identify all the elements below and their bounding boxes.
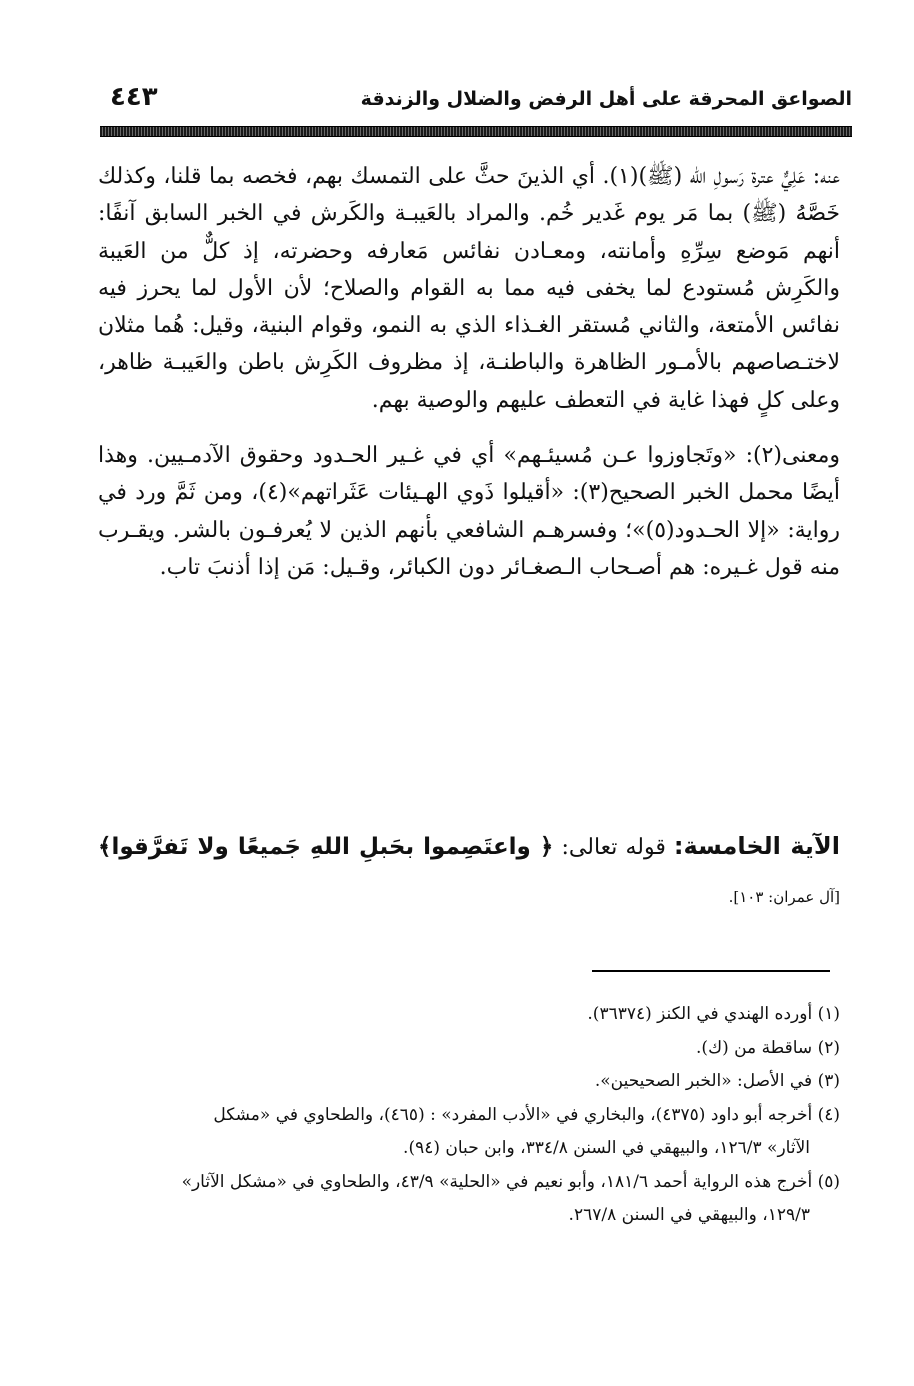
footnote-1: (١) أورده الهندي في الكنز (٣٦٣٧٤). <box>587 1004 840 1024</box>
footnote-5-continuation: ١٢٩/٣، والبيهقي في السنن ٢٦٧/٨. <box>568 1205 810 1225</box>
footnote-3: (٣) في الأصل: «الخبر الصحيحين». <box>594 1071 840 1091</box>
verse-reference: [آل عمران: ١٠٣]. <box>728 888 840 906</box>
main-text <box>98 158 840 586</box>
footnotes <box>98 998 840 1233</box>
page-header <box>100 82 852 122</box>
verse-intro: قوله تعالى: <box>561 835 666 860</box>
paragraph-2: ومعنى(٢): «وتَجاوزوا عـن مُسيئـهم» أي في غـير الحـدود وحقوق الآدمـيين. وهذا أيضًا محمل الخبر الصحيح(٣): «أقيلوا ذَوي الهـيئات عَثَراتهم»(٤)، ومن ثَمَّ ورد في رواية: «إلا الحـدود(٥)»؛ وفسرهـم الشافعي بأنهم الذين لا يُعرفـون بالشر. ويقـرب منه قول غـيره: هم أصـحاب الـصغـائر دون الكبائر، وقـيل: مَن إذا أذنبَ تاب. <box>98 443 841 580</box>
header-rule <box>100 126 852 137</box>
verse-block <box>98 822 840 921</box>
footnote-5: (٥) أخرج هذه الرواية أحمد ١٨١/٦، وأبو نعيم في «الحلية» ٤٣/٩، والطحاوي في «مشكل الآثار» <box>181 1171 840 1192</box>
page-number: ٤٤٣ <box>110 82 158 112</box>
running-title: الصواعق المحرقة على أهل الرفض والضلال والزندقة <box>360 88 852 110</box>
footnote-2: (٢) ساقطة من (ك). <box>696 1037 840 1058</box>
verse-text: ﴿ واعتَصِموا بحَبلِ اللهِ جَميعًا ولا تَفرَّقوا﴾ <box>98 834 554 860</box>
footnote-4-continuation: الآثار» ١٢٦/٣، والبيهقي في السنن ٣٣٤/٨، وابن حبان (٩٤). <box>403 1138 810 1158</box>
footnote-rule <box>592 970 830 972</box>
footnote-4: (٤) أخرجه أبو داود (٤٣٧٥)، والبخاري في «الأدب المفرد» : (٤٦٥)، والطحاوي في «مشكل <box>213 1104 840 1125</box>
paragraph-1: عنه: عَلِيٌّ عترة رَسولِ الله (ﷺ)(١). أي الذينَ حثَّ على التمسك بهم، فخصه بما قلنا، وكذلك خَصَّهُ (ﷺ) بما مَر يوم غَدير خُم. والمراد بالعَيبـة والكَرش في الخبر السابق آنفًا: أنهم مَوضع سِرِّهِ وأمانته، ومعـادن نفائس مَعارفه وحضرته، إذ كلٌّ من العَيبة والكَرِش مُستودع لما يخفى فيه مما به القوام والصلاح؛ لأن الأول لما يحرز فيه نفائس الأمتعة، والثاني مُستقر الغـذاء الذي به النمو، وقوام البنية، وقيل: هُما مثلان لاختـصاصهم بالأمـور الظاهرة والباطنـة، إذ مظروف الكَرِش باطن والعَيبـة ظاهر، وعلى كلٍ فهذا غاية في التعطف عليهم والوصية بهم. <box>98 164 840 413</box>
verse-label: الآية الخامسة: <box>673 832 840 860</box>
